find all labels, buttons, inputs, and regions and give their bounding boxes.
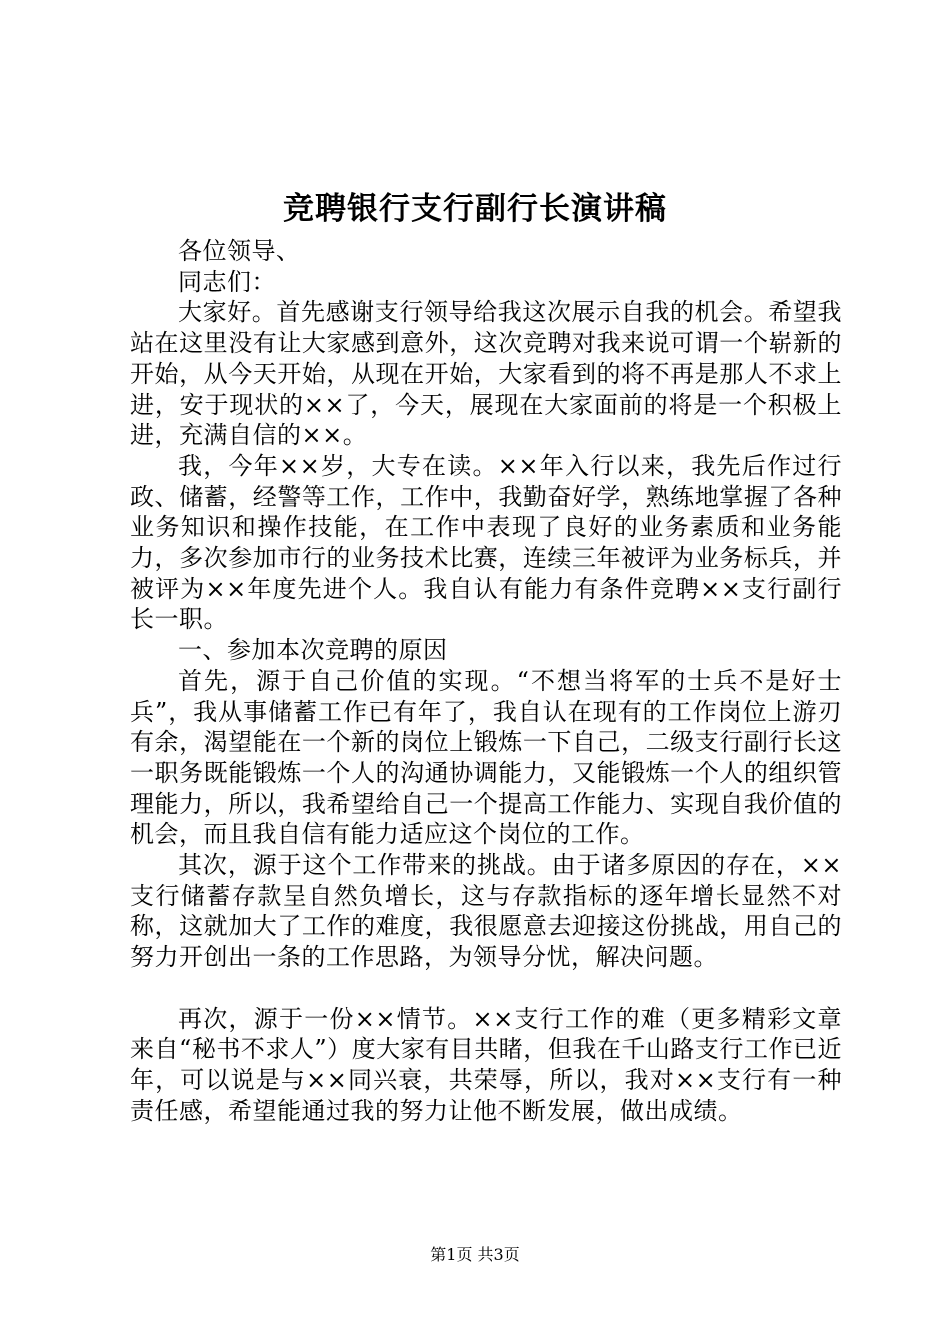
paragraph-second-reason: 其次，源于这个工作带来的挑战。由于诸多原因的存在，××支行储蓄存款呈自然负增长，这与存款指标的逐年增长显然不对称，这就加大了工作的难度，我很愿意去迎接这份挑战，用自己的努力开创出一条的工作思路，为领导分忧，解决问题。 <box>130 851 842 972</box>
document-body <box>130 236 842 1126</box>
section-heading-reasons: 一、参加本次竞聘的原因 <box>178 636 448 665</box>
salutation-comrades: 同志们： <box>178 267 276 296</box>
paragraph-self-intro: 我，今年××岁，大专在读。××年入行以来，我先后作过行政、储蓄，经警等工作，工作中，我勤奋好学，熟练地掌握了各种业务知识和操作技能，在工作中表现了良好的业务素质和业务能力，多次参加市行的业务技术比赛，连续三年被评为业务标兵，并被评为××年度先进个人。我自认有能力有条件竞聘××支行副行长一职。 <box>130 451 842 634</box>
paragraph-third-reason: 再次，源于一份××情节。××支行工作的难（更多精彩文章来自“秘书不求人”）度大家有目共睹，但我在千山路支行工作已近年，可以说是与××同兴衰，共荣辱，所以，我对××支行有一种责任感，希望能通过我的努力让他不断发展，做出成绩。 <box>130 1004 842 1125</box>
page-number-footer: 第1页 共3页 <box>430 1245 520 1264</box>
salutation-leaders: 各位领导、 <box>178 237 301 265</box>
document-title: 竞聘银行支行副行长演讲稿 <box>283 191 667 227</box>
paragraph-greeting: 大家好。首先感谢支行领导给我这次展示自我的机会。希望我站在这里没有让大家感到意外，这次竞聘对我来说可谓一个崭新的开始，从今天开始，从现在开始，大家看到的将不再是那人不求上进，安于现状的××了，今天，展现在大家面前的将是一个积极上进，充满自信的××。 <box>130 298 842 450</box>
paragraph-first-reason: 首先，源于自己价值的实现。“不想当将军的士兵不是好士兵”，我从事储蓄工作已有年了，我自认在现有的工作岗位上游刃有余，渴望能在一个新的岗位上锻炼一下自己，二级支行副行长这一职务既能锻炼一个人的沟通协调能力，又能锻炼一个人的组织管理能力，所以，我希望给自己一个提高工作能力、实现自我价值的机会，而且我自信有能力适应这个岗位的工作。 <box>130 666 842 849</box>
